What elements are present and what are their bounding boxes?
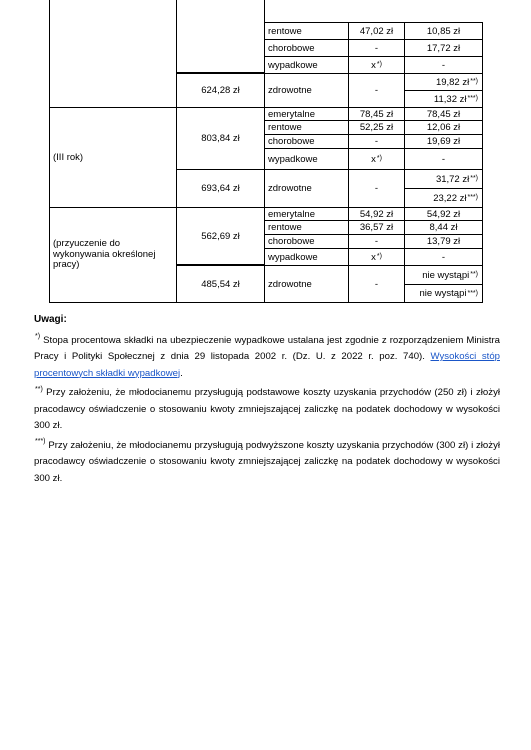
table-cell-value: x *)	[348, 248, 405, 266]
note-text: Przy założeniu, że młodocianemu przysługują podstawowe koszty uzyskania przychodów (250 zł) i złożył pracodawcy oświadczenie o stosowaniu kwoty zmniejszającej zaliczkę na podatek dochodowy w wysokości 300 zł.	[34, 387, 500, 431]
table-cell-base-continued	[176, 0, 265, 73]
table-cell-value: 36,57 zł	[348, 220, 405, 235]
table-cell-value: 31,72 zł **)	[404, 169, 483, 189]
table-cell-value: -	[348, 234, 405, 249]
table-cell-value: 78,45 zł	[404, 107, 483, 121]
table-cell-row-label: (przyuczenie do wykonywania określonej pracy)	[49, 207, 177, 303]
table-cell-row-label: (III rok)	[49, 107, 177, 208]
table-cell-value: -	[404, 248, 483, 266]
table-cell-type: rentowe	[264, 120, 349, 135]
notes-title: Uwagi:	[34, 314, 67, 325]
table-cell-label-continued	[49, 0, 177, 108]
table-cell-value: 54,92 zł	[348, 207, 405, 221]
table-cell-value: 52,25 zł	[348, 120, 405, 135]
table-cell-base: 562,69 zł	[176, 207, 265, 265]
table-cell-value: -	[404, 148, 483, 170]
table-cell-type: chorobowe	[264, 39, 349, 57]
table-cell-value: 54,92 zł	[404, 207, 483, 221]
note-mark: *)	[35, 333, 41, 341]
table-cell-type: chorobowe	[264, 134, 349, 149]
table-cell-type: chorobowe	[264, 234, 349, 249]
table-cell-value: 11,32 zł ***)	[404, 90, 483, 108]
notes-section	[34, 312, 500, 490]
table-cell-type: zdrowotne	[264, 265, 349, 303]
table-cell-value: 23,22 zł ***)	[404, 188, 483, 208]
table-cell-value: -	[404, 56, 483, 74]
table-cell-type: zdrowotne	[264, 169, 349, 208]
table-cell-value: x *)	[348, 56, 405, 74]
table-cell-health-base: 624,28 zł	[176, 73, 265, 108]
note-mark: ***)	[35, 438, 46, 446]
table-cell-value: 17,72 zł	[404, 39, 483, 57]
table-cell-value: 8,44 zł	[404, 220, 483, 235]
table-cell-value: 78,45 zł	[348, 107, 405, 121]
table-cell-type: rentowe	[264, 220, 349, 235]
table-cell-type: zdrowotne	[264, 73, 349, 108]
table-cell-value: 19,82 zł **)	[404, 73, 483, 91]
table-cell-value: 47,02 zł	[348, 22, 405, 40]
wypadkowe-rates-link[interactable]: Wysokości stóp procentowych składki wypadkowej	[34, 351, 500, 379]
table-cell-value: -	[348, 39, 405, 57]
table-cell-value: nie wystąpi **)	[404, 265, 483, 285]
note-3	[34, 438, 500, 488]
table-cell-health-base: 693,64 zł	[176, 169, 265, 208]
table-cell-value: -	[348, 169, 405, 208]
table-cell-value: -	[348, 73, 405, 108]
note-text: Stopa procentowa składki na ubezpieczenie wypadkowe ustalana jest zgodnie z rozporządzeniem Ministra Pracy i Polityki Społecznej z dnia 29 listopada 2002 r. (Dz. U. z 2022 r. poz. 740).	[34, 334, 500, 362]
table-cell-base: 803,84 zł	[176, 107, 265, 170]
table-cell-value: 19,69 zł	[404, 134, 483, 149]
note-2	[34, 385, 500, 435]
note-text: Przy założeniu, że młodocianemu przysługują podwyższone koszty uzyskania przychodów (300 zł) i złożył pracodawcy oświadczenie o stosowaniu kwoty zmniejszającej zaliczkę na podatek dochodowy w wysokości 300 zł.	[34, 439, 500, 484]
table-cell-type: emerytalne	[264, 207, 349, 221]
table-cell-value: 13,79 zł	[404, 234, 483, 249]
table-cell-type: emerytalne	[264, 107, 349, 121]
table-cell-type: wypadkowe	[264, 56, 349, 74]
note-mark: **)	[35, 385, 43, 393]
note-1: *) Stopa procentowa składki na ubezpieczenie wypadkowe ustalana jest zgodnie z rozporządzeniem Ministra Pracy i Polityki Społecznej z dnia 29 listopada 2002 r. (Dz. U. z 2022 r. poz. 740). Wysokości stóp procentowych składki wypadkowej.	[34, 333, 500, 379]
table-cell-value: -	[348, 265, 405, 303]
table-cell-value: -	[348, 134, 405, 149]
table-cell-value: x *)	[348, 148, 405, 170]
table-cell-type: wypadkowe	[264, 248, 349, 266]
table-cell-value: 12,06 zł	[404, 120, 483, 135]
table-cell-value: nie wystąpi ***)	[404, 284, 483, 303]
table-cell-health-base: 485,54 zł	[176, 265, 265, 303]
table-cell-type: rentowe	[264, 22, 349, 40]
table-cell-type: wypadkowe	[264, 148, 349, 170]
table-cell-value: 10,85 zł	[404, 22, 483, 40]
